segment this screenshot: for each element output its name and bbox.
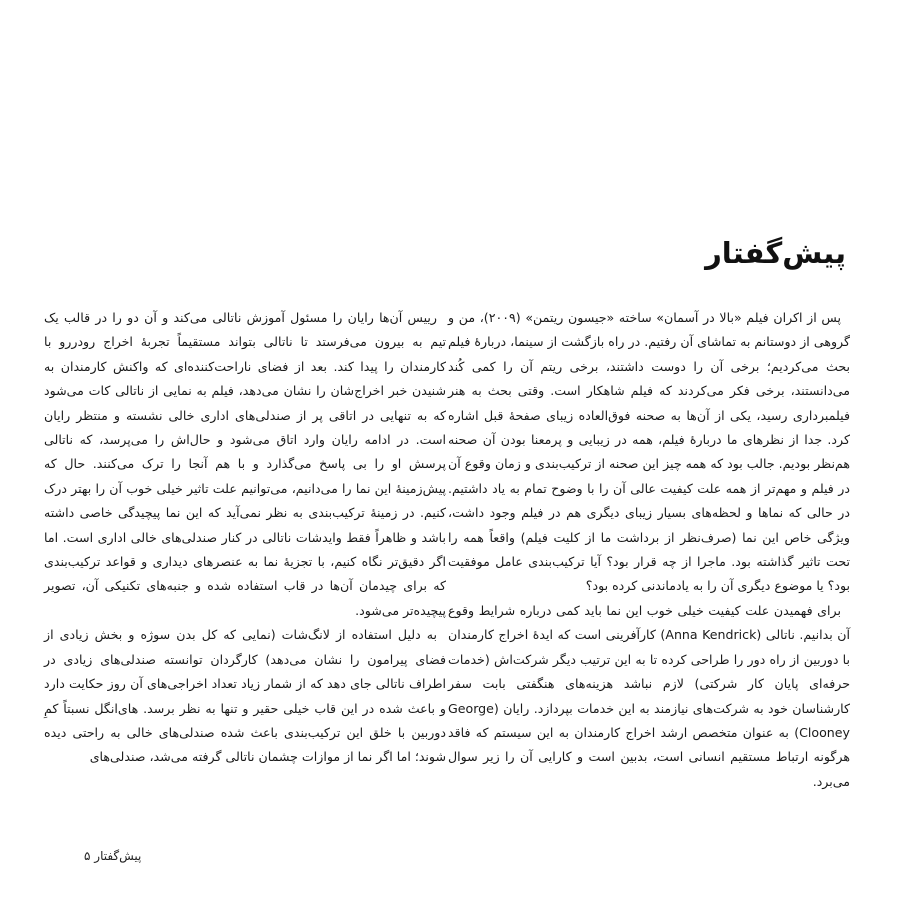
page-footer [70,849,141,863]
chapter-title: پیش‌گفتار [705,236,846,270]
text-column-right [448,306,850,794]
paragraph: رییس آن‌ها رایان را مسئول آموزش ناتالی می‌کند و آن دو را در قالب یک تیم به بیرون می‌فرستد تا ناتالی بتواند مستقیماً تجربهٔ اخراج رودررو با کارمندان را پیدا کند. بعد از فضای ناراحت‌کننده‌ای که واکنش کارمندان به شنیدن خبر اخراج‌شان را نشان می‌دهد، فیلم به نمایی از ناتالی کات می‌شود که به تنهایی در اتاقی پر از صندلی‌های اداری خالی نشسته و منتظر رایان است. در ادامه رایان وارد اتاق می‌شود و حال‌اش را می‌پرسد، که ناتالی پرسش او را بی پاسخ می‌گذارد و با هم آنجا را ترک می‌کنند. حال که پیش‌زمینهٔ این نما را می‌دانیم، می‌توانیم علت تاثیر خیلی خوب آن را بهتر درک کنیم. در زمینهٔ ترکیب‌بندی به نظر نمی‌آید که این نما پیچیدگی خاصی داشته باشد و ظاهراً فقط وایدشات ناتالی در کنار صندلی‌های خالی اداری است. اما اگر دقیق‌تر نگاه کنیم، با تجزیهٔ نما به عنصرهای دیداری و قواعد ترکیب‌بندی که برای چیدمان آن‌ها در قاب استفاده شده و جنبه‌های تکنیکی آن، تصویر پیچیده‌تر می‌شود. [44,310,446,618]
paragraph: به دلیل استفاده از لانگ‌شات (نمایی که کل بدن سوژه و بخش زیادی از فضای پیرامون را نشان می‌دهد) کارگردان توانسته صندلی‌های زیادی در اطراف ناتالی جای دهد که از شمار زیاد تعداد اخراجی‌های آن روز حکایت دارد و باعث شده در این قاب خیلی حقیر و تنها به نظر برسد. های‌انگل نسبتاً کمِ دوربین با خلق این ترکیب‌بندی باعث شده صندلی‌های خالی به راحتی دیده شوند؛ اما اگر نما از موازات چشمان ناتالی گرفته می‌شد، صندلی‌های [44,627,446,765]
page-number: ۵ [84,849,91,863]
paragraph: برای فهمیدن علت کیفیت خیلی خوب این نما باید کمی درباره شرایط وقوع آن بدانیم. ناتالی (Anna Kendrick) کارآفرینی است که ایدهٔ اخراج کارمندان با دوربین از راه دور را طراحی کرده تا به این ترتیب دیگر شرکت‌اش (خدمات حرفه‌ای پایان کار شرکتی) لازم نباشد هزینه‌های هنگفتی بابت سفر کارشناسان خود به شرکت‌های نیازمند به این خدمات بپردازد. رایان (George Clooney) به عنوان متخصص ارشد اخراج کارمندان به این سیستم که فاقد هرگونه ارتباط مستقیم انسانی است، بدبین است و کارایی آن را زیر سوال می‌برد. [448,602,850,789]
text-column-left [44,306,446,770]
paragraph: پس از اکران فیلم «بالا در آسمان» ساخته «جیسون ریتمن» (۲۰۰۹)، من و گروهی از دوستانم به تماشای آن رفتیم. در راه بازگشت از سینما، دربارهٔ فیلم بحث می‌کردیم؛ برخی آن را دوست داشتند، برخی ریتم آن را کمی کُند می‌دانستند، برخی فکر می‌کردند که فیلم شاهکار است. وقتی بحث به هنر فیلمبرداری رسید، یکی از آن‌ها به صحنه فوق‌العاده زیبای صفحهٔ قبل اشاره کرد. جدا از نظرهای ما دربارهٔ فیلم، همه در زیبایی و پرمعنا بودن آن صحنه هم‌نظر بودیم. جالب بود که همه چیز این صحنه از ترکیب‌بندی و زمان وقوع آن در فیلم و مهم‌تر از همه علت کیفیت عالی آن را با وضوح تمام به یاد داشتیم. در حالی که نماها و لحظه‌های بسیار زیبای دیگری هم در فیلم وجود داشت، ویژگی خاص این نما (صرف‌نظر از برداشت ما از کلیت فیلم) واقعاً همه را تحت تاثیر گذاشته بود. ماجرا از چه قرار بود؟ آیا ترکیب‌بندی عامل موفقیت بود؟ یا موضوع دیگری آن را به یادماندنی کرده بود؟ [448,310,850,594]
running-head: پیش‌گفتار [94,849,142,863]
